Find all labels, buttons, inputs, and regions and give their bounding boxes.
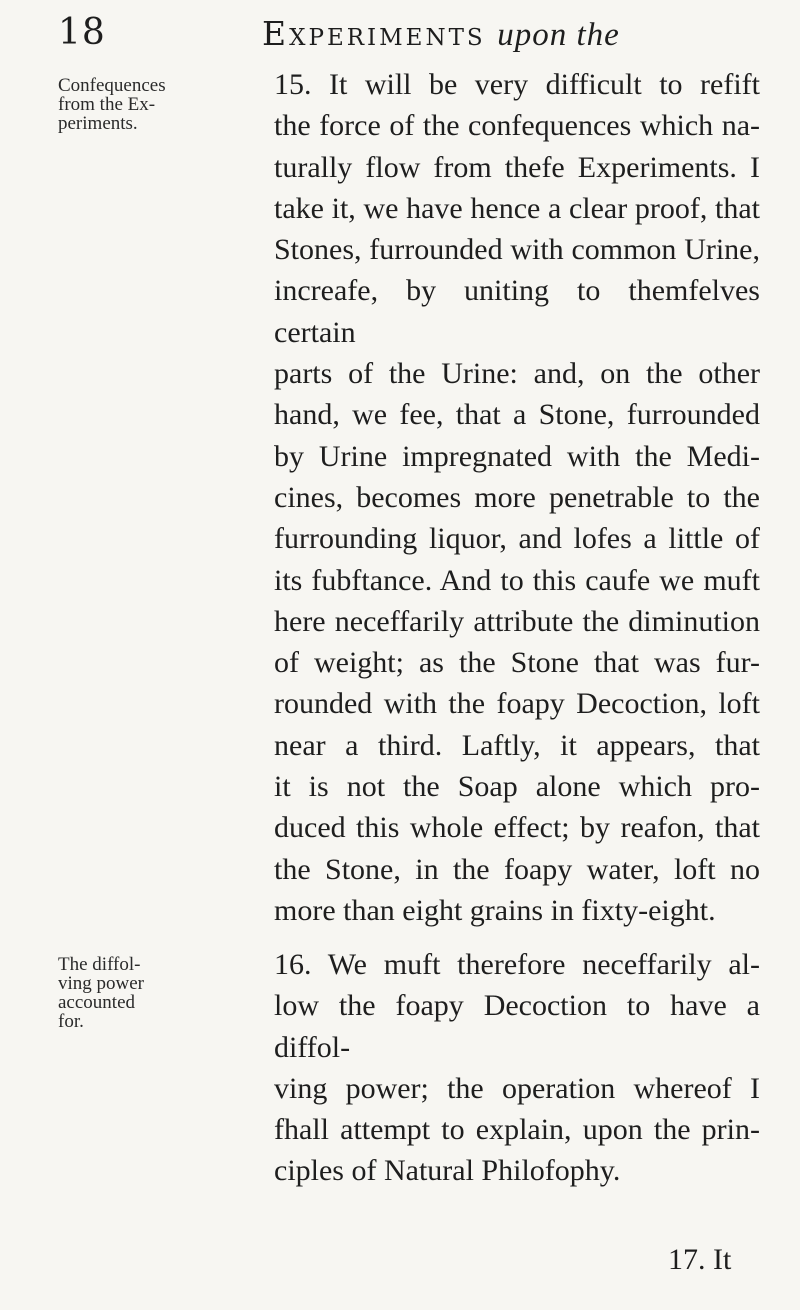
text-line: of weight; as the Stone that was fur-: [274, 646, 760, 680]
sidenote-line: from the Ex-: [58, 94, 156, 115]
text-line: fhall attempt to explain, upon the prin-: [274, 1113, 760, 1147]
sidenote-line: for.: [58, 1011, 84, 1032]
text-line: increafe, by uniting to themfelves certain: [274, 274, 760, 349]
text-line: ving power; the operation whereof I: [274, 1071, 760, 1105]
sidenote-line: ving power: [58, 973, 145, 994]
sidenote-consequences: [58, 76, 166, 133]
sidenote-line: The diffol-: [58, 954, 141, 975]
text-line: take it, we have hence a clear proof, that: [274, 191, 760, 225]
text-line: the force of the confequences which na-: [274, 109, 760, 143]
text-line: more than eight grains in fixty-eight.: [274, 893, 716, 927]
sidenote-line: periments.: [58, 113, 138, 134]
text-line: 16. We muft therefore neceffarily al-: [274, 948, 760, 981]
catchword: 17. It: [668, 1243, 732, 1276]
running-head-title: Experiments: [262, 14, 486, 53]
sidenote-dissolving-power: [58, 955, 144, 1031]
text-line: parts of the Urine: and, on the other: [274, 357, 760, 391]
text-line: cines, becomes more penetrable to the: [274, 480, 760, 514]
text-line: the Stone, in the foapy water, loft no: [274, 852, 760, 886]
text-line: ciples of Natural Philofophy.: [274, 1154, 621, 1188]
text-line: low the foapy Decoction to have a diffol-: [274, 989, 760, 1064]
text-line: hand, we fee, that a Stone, furrounded: [274, 398, 760, 432]
text-line: rounded with the foapy Decoction, loft: [274, 687, 760, 721]
sidenote-line: Confequences: [58, 75, 166, 96]
text-line: here neceffarily attribute the diminution: [274, 604, 760, 638]
sidenote-line: accounted: [58, 992, 136, 1013]
text-line: turally flow from thefe Experiments. I: [274, 150, 760, 184]
text-line: furrounding liquor, and lofes a little of: [274, 522, 760, 556]
text-line: duced this whole effect; by reafon, that: [274, 811, 760, 845]
paragraph-15: [274, 64, 760, 931]
paragraph-16: [274, 944, 760, 1192]
text-line: it is not the Soap alone which pro-: [274, 770, 760, 804]
text-line: near a third. Laftly, it appears, that: [274, 728, 760, 762]
text-line: Stones, furrounded with common Urine,: [274, 233, 760, 267]
page-number: 18: [58, 12, 106, 53]
running-head-italic: upon the: [497, 17, 620, 53]
text-line: its fubftance. And to this caufe we muft: [274, 563, 760, 597]
text-line: 15. It will be very difficult to refift: [274, 68, 760, 101]
running-head: [262, 14, 620, 54]
text-line: by Urine impregnated with the Medi-: [274, 439, 760, 473]
